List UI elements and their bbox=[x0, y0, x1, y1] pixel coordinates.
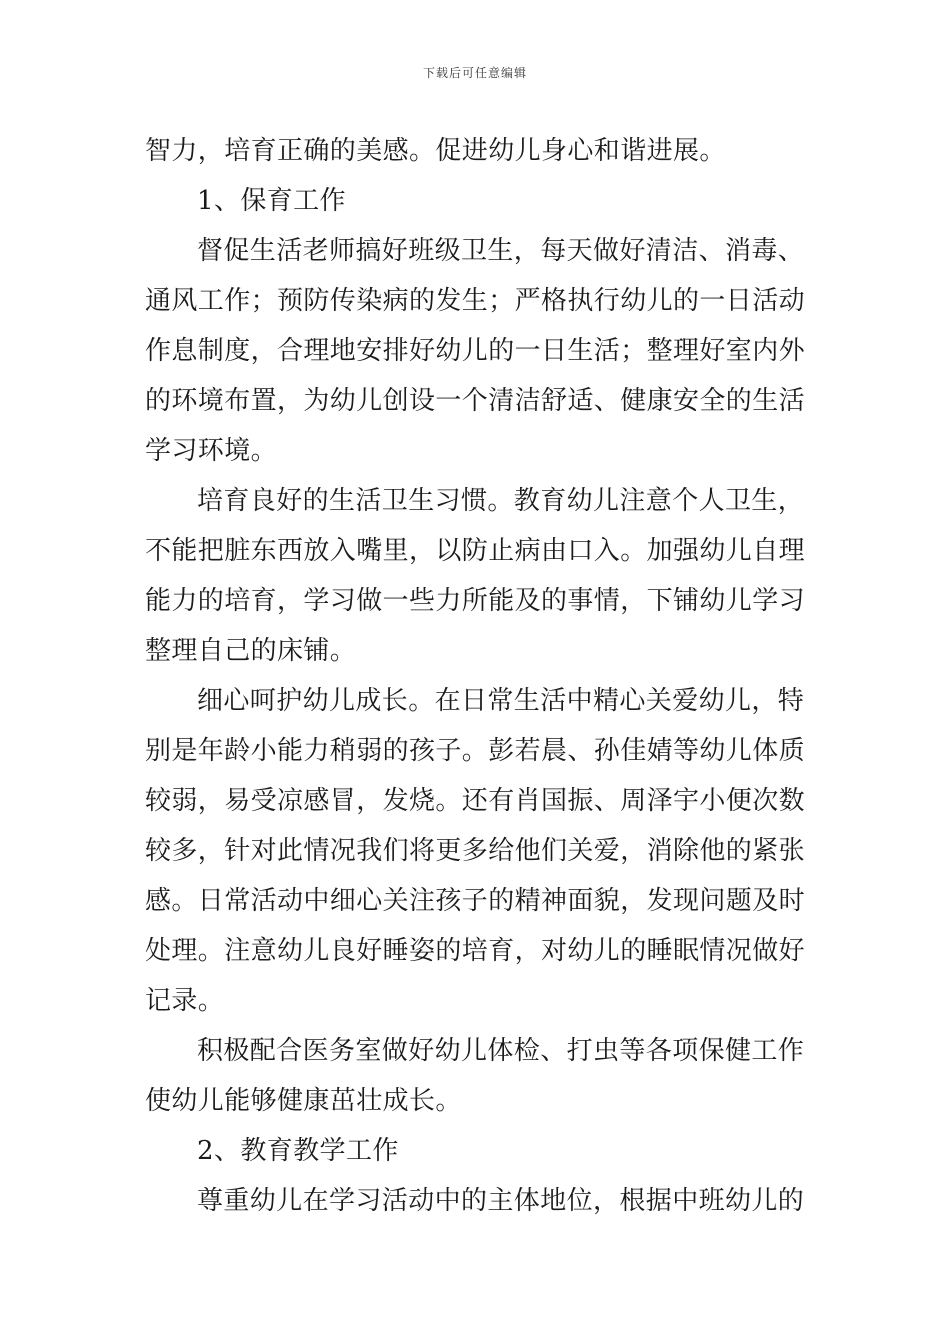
section-heading-care: 1、保育工作 bbox=[197, 186, 346, 216]
text-line: 细心呵护幼儿成长。在日常生活中精心关爱幼儿，特 bbox=[197, 686, 805, 716]
text-line: 的环境布置，为幼儿创设一个清洁舒适、健康安全的生活 bbox=[145, 386, 806, 416]
text-line: 尊重幼儿在学习活动中的主体地位，根据中班幼儿的 bbox=[197, 1186, 805, 1216]
document-body bbox=[145, 126, 810, 1226]
text-line: 记录。 bbox=[145, 986, 225, 1016]
page-header: 下载后可任意编辑 bbox=[422, 66, 527, 80]
text-line: 不能把脏东西放入嘴里，以防止病由口入。加强幼儿自理 bbox=[145, 536, 806, 566]
text-line: 感。日常活动中细心关注孩子的精神面貌，发现问题及时 bbox=[145, 886, 806, 916]
text-line: 别是年龄小能力稍弱的孩子。彭若晨、孙佳婧等幼儿体质 bbox=[145, 736, 806, 766]
text-line: 较弱，易受凉感冒，发烧。还有肖国振、周泽宇小便次数 bbox=[145, 786, 806, 816]
text-line: 整理自己的床铺。 bbox=[145, 636, 357, 666]
text-line: 督促生活老师搞好班级卫生，每天做好清洁、消毒、 bbox=[197, 236, 805, 266]
text-line: 使幼儿能够健康茁壮成长。 bbox=[145, 1086, 462, 1116]
text-line: 积极配合医务室做好幼儿体检、打虫等各项保健工作 bbox=[197, 1036, 805, 1066]
text-line: 培育良好的生活卫生习惯。教育幼儿注意个人卫生， bbox=[197, 486, 805, 516]
section-heading-teaching: 2、教育教学工作 bbox=[197, 1136, 399, 1166]
text-line: 通风工作；预防传染病的发生；严格执行幼儿的一日活动 bbox=[145, 286, 806, 316]
text-line: 作息制度，合理地安排好幼儿的一日生活；整理好室内外 bbox=[145, 336, 806, 366]
text-line: 能力的培育，学习做一些力所能及的事情，下铺幼儿学习 bbox=[145, 586, 806, 616]
text-line: 学习环境。 bbox=[145, 436, 278, 466]
text-line: 较多，针对此情况我们将更多给他们关爱，消除他的紧张 bbox=[145, 836, 806, 866]
text-line: 智力，培育正确的美感。促进幼儿身心和谐进展。 bbox=[145, 136, 726, 166]
text-line: 处理。注意幼儿良好睡姿的培育，对幼儿的睡眠情况做好 bbox=[145, 936, 806, 966]
